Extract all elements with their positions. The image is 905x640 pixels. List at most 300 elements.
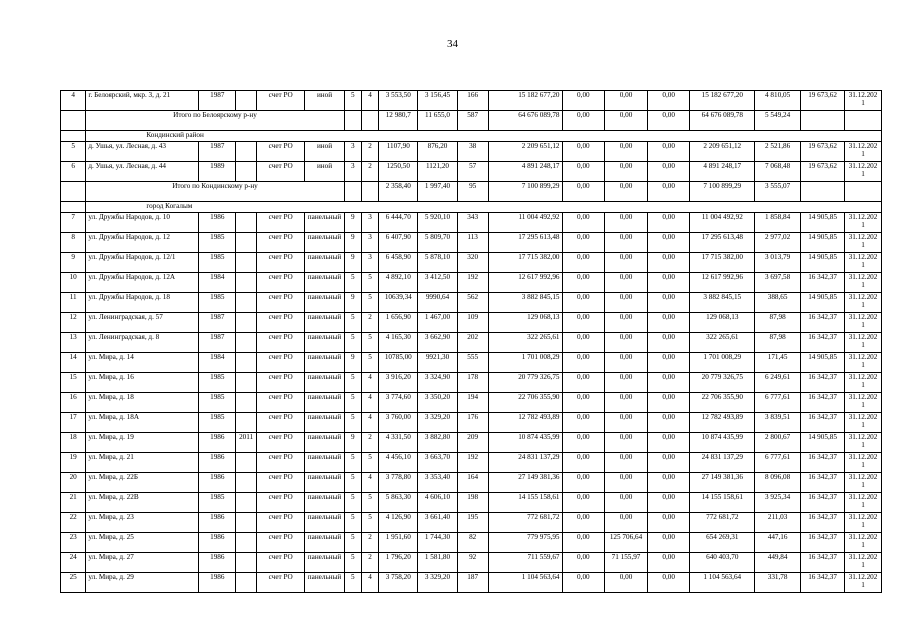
table-cell: 5 <box>344 573 361 593</box>
table-cell: счет РО <box>257 373 305 393</box>
table-cell: 1985 <box>199 493 236 513</box>
table-cell: 0,00 <box>647 182 690 202</box>
table-cell: 322 265,61 <box>690 333 755 353</box>
table-cell: 3 <box>361 213 378 233</box>
table-cell: ул. Мира, д. 23 <box>86 513 199 533</box>
table-cell: 31.12.2021 <box>844 333 881 353</box>
table-cell <box>236 333 257 353</box>
table-cell: 38 <box>457 142 488 162</box>
table-cell <box>236 162 257 182</box>
table-cell: 0,00 <box>605 213 648 233</box>
table-cell: панельный <box>305 313 344 333</box>
table-cell: счет РО <box>257 353 305 373</box>
table-cell: 10639,34 <box>379 293 418 313</box>
table-cell: 202 <box>457 333 488 353</box>
table-cell: 12 <box>61 313 86 333</box>
table-cell: 10785,00 <box>379 353 418 373</box>
table-cell: 195 <box>457 513 488 533</box>
table-cell: 31.12.2021 <box>844 393 881 413</box>
section-row <box>61 202 882 213</box>
table-cell: 1250,50 <box>379 162 418 182</box>
table-cell <box>236 293 257 313</box>
table-cell: 16 342,37 <box>801 553 845 573</box>
table-cell: ул. Дружбы Народов, д. 12/1 <box>86 253 199 273</box>
table-cell: счет РО <box>257 513 305 533</box>
table-cell: 17 295 613,48 <box>690 233 755 253</box>
table-cell: 1986 <box>199 453 236 473</box>
table-cell: 129 068,13 <box>690 313 755 333</box>
table-cell <box>236 533 257 553</box>
table-cell: 0,00 <box>562 162 605 182</box>
table-row <box>61 513 882 533</box>
table-cell: 2011 <box>236 433 257 453</box>
table-cell: 3 916,20 <box>379 373 418 393</box>
table-cell: 31.12.2021 <box>844 413 881 433</box>
table-cell: 0,00 <box>562 142 605 162</box>
table-cell <box>236 142 257 162</box>
table-cell: 3 662,90 <box>418 333 457 353</box>
table-cell: 12 782 493,89 <box>690 413 755 433</box>
table-cell: 19 673,62 <box>801 91 845 111</box>
table-cell: ул. Дружбы Народов, д. 10 <box>86 213 199 233</box>
table-cell: ул. Мира, д. 29 <box>86 573 199 593</box>
table-cell: 3 <box>361 233 378 253</box>
table-cell: 3 329,20 <box>418 413 457 433</box>
table-cell: ул. Дружбы Народов, д. 12 <box>86 233 199 253</box>
table-cell: 0,00 <box>647 273 690 293</box>
table-cell <box>344 182 361 202</box>
table-cell: 9990,64 <box>418 293 457 313</box>
table-cell <box>236 91 257 111</box>
table-cell: 15 182 677,20 <box>488 91 562 111</box>
table-row <box>61 453 882 473</box>
table-cell: 1985 <box>199 373 236 393</box>
table-cell: счет РО <box>257 213 305 233</box>
table-cell: ул. Мира, д. 19 <box>86 433 199 453</box>
table-cell: 0,00 <box>605 253 648 273</box>
table-cell: 0,00 <box>562 253 605 273</box>
table-cell: 0,00 <box>562 273 605 293</box>
table-row <box>61 433 882 453</box>
table-cell: ул. Мира, д. 22Б <box>86 473 199 493</box>
table-cell: 5 <box>361 513 378 533</box>
table-cell: 3 774,60 <box>379 393 418 413</box>
table-row <box>61 142 882 162</box>
table-cell: 4 891 248,17 <box>690 162 755 182</box>
table-cell: 9 <box>344 353 361 373</box>
table-cell: 12 782 493,89 <box>488 413 562 433</box>
table-cell: 25 <box>61 573 86 593</box>
table-row <box>61 91 882 111</box>
table-cell: 4 <box>361 373 378 393</box>
table-cell: 1 997,40 <box>418 182 457 202</box>
table-cell: 3 324,90 <box>418 373 457 393</box>
table-cell: 1985 <box>199 293 236 313</box>
table-cell: г. Белоярский, мкр. 3, д. 21 <box>86 91 199 111</box>
table-cell: 0,00 <box>647 353 690 373</box>
table-cell: 2 <box>361 313 378 333</box>
table-cell: 3 555,07 <box>755 182 801 202</box>
table-cell: 2 209 651,12 <box>690 142 755 162</box>
section-label: Кондинский район <box>86 131 882 142</box>
table-cell: 23 <box>61 533 86 553</box>
table-cell: 12 617 992,96 <box>488 273 562 293</box>
table-cell: 5 <box>361 273 378 293</box>
table-cell <box>844 182 881 202</box>
table-cell: 16 342,37 <box>801 533 845 553</box>
table-cell: 587 <box>457 111 488 131</box>
table-cell: 1986 <box>199 433 236 453</box>
table-cell: 6 458,90 <box>379 253 418 273</box>
table-cell: 1 104 563,64 <box>488 573 562 593</box>
table-cell: 17 715 382,00 <box>488 253 562 273</box>
total-label: Итого по Белоярскому р-ну <box>86 111 344 131</box>
table-cell: иной <box>305 162 344 182</box>
table-cell: 2 358,40 <box>379 182 418 202</box>
table-row <box>61 553 882 573</box>
table-cell: 5 <box>361 293 378 313</box>
table-cell: 4 126,90 <box>379 513 418 533</box>
table-cell: 5 809,70 <box>418 233 457 253</box>
table-cell: счет РО <box>257 91 305 111</box>
table-cell: 0,00 <box>605 91 648 111</box>
table-cell: 87,98 <box>755 313 801 333</box>
table-cell: 3 <box>361 253 378 273</box>
table-cell: 0,00 <box>562 313 605 333</box>
page-number: 34 <box>447 38 458 50</box>
table-cell: 1986 <box>199 573 236 593</box>
table-cell: панельный <box>305 573 344 593</box>
table-cell: 31.12.2021 <box>844 453 881 473</box>
table-cell: 2 977,02 <box>755 233 801 253</box>
table-cell: 82 <box>457 533 488 553</box>
table-cell: 7 <box>61 213 86 233</box>
table-cell: 209 <box>457 433 488 453</box>
table-cell: 194 <box>457 393 488 413</box>
table-cell: 16 342,37 <box>801 393 845 413</box>
table-cell: 0,00 <box>605 513 648 533</box>
table-row <box>61 573 882 593</box>
table-cell: 3 882 845,15 <box>488 293 562 313</box>
table-cell: 5 <box>344 453 361 473</box>
table-cell: 0,00 <box>647 553 690 573</box>
table-cell: панельный <box>305 533 344 553</box>
table-cell: 14 155 158,61 <box>690 493 755 513</box>
table-row <box>61 213 882 233</box>
table-cell: 2 <box>361 162 378 182</box>
table-cell: 15 182 677,20 <box>690 91 755 111</box>
table-row <box>61 313 882 333</box>
table-cell: 0,00 <box>647 313 690 333</box>
table-cell: 7 100 899,29 <box>690 182 755 202</box>
table-cell: панельный <box>305 553 344 573</box>
table-cell: 1107,90 <box>379 142 418 162</box>
table-cell: 0,00 <box>605 313 648 333</box>
table-cell: 1984 <box>199 353 236 373</box>
table-cell: 1 104 563,64 <box>690 573 755 593</box>
table-cell: 320 <box>457 253 488 273</box>
table-cell: панельный <box>305 233 344 253</box>
table-cell: 16 342,37 <box>801 573 845 593</box>
table-cell: 0,00 <box>562 91 605 111</box>
table-cell: 0,00 <box>562 453 605 473</box>
table-cell: 0,00 <box>605 393 648 413</box>
table-cell: 3 882 845,15 <box>690 293 755 313</box>
table-cell: 1 656,90 <box>379 313 418 333</box>
table-cell: 0,00 <box>647 91 690 111</box>
section-row <box>61 131 882 142</box>
table-cell: 1984 <box>199 273 236 293</box>
table-cell: 4 <box>361 573 378 593</box>
table-cell: 3 412,50 <box>418 273 457 293</box>
table-cell: д. Ушья, ул. Лесная, д. 44 <box>86 162 199 182</box>
table-cell: 11 004 492,92 <box>488 213 562 233</box>
table-cell: 19 673,62 <box>801 142 845 162</box>
table-cell: 1986 <box>199 213 236 233</box>
table-cell: 5 <box>344 553 361 573</box>
table-cell: 0,00 <box>647 533 690 553</box>
table-cell: 1987 <box>199 313 236 333</box>
table-cell: 0,00 <box>605 353 648 373</box>
table-cell: 57 <box>457 162 488 182</box>
table-cell: 0,00 <box>562 493 605 513</box>
table-cell: счет РО <box>257 393 305 413</box>
table-cell: 0,00 <box>647 393 690 413</box>
table-cell: 14 905,85 <box>801 293 845 313</box>
table-row <box>61 413 882 433</box>
table-cell: 16 342,37 <box>801 453 845 473</box>
table-row <box>61 253 882 273</box>
table-cell: 1987 <box>199 91 236 111</box>
table-cell: 5 920,10 <box>418 213 457 233</box>
table-cell: 4 <box>361 473 378 493</box>
table-cell: 1987 <box>199 142 236 162</box>
table-cell: 0,00 <box>605 293 648 313</box>
table-cell: 388,65 <box>755 293 801 313</box>
table-cell <box>236 273 257 293</box>
table-cell: 0,00 <box>647 162 690 182</box>
table-cell: 1986 <box>199 553 236 573</box>
table-cell: 31.12.2021 <box>844 533 881 553</box>
table-cell <box>236 453 257 473</box>
table-cell: 2 <box>361 142 378 162</box>
table-cell: 711 559,67 <box>488 553 562 573</box>
table-cell: 4 606,10 <box>418 493 457 513</box>
table-cell: 1989 <box>199 162 236 182</box>
table-cell: 13 <box>61 333 86 353</box>
table-cell: ул. Мира, д. 25 <box>86 533 199 553</box>
table-cell: 1 796,20 <box>379 553 418 573</box>
table-cell: 0,00 <box>605 473 648 493</box>
table-cell: 772 681,72 <box>488 513 562 533</box>
table-cell: 0,00 <box>647 253 690 273</box>
table-cell: панельный <box>305 493 344 513</box>
table-cell: ул. Ленинградская, д. 57 <box>86 313 199 333</box>
table-cell: панельный <box>305 353 344 373</box>
table-cell: ул. Ленинградская, д. 8 <box>86 333 199 353</box>
table-cell: 6 <box>61 162 86 182</box>
table-cell <box>236 253 257 273</box>
table-cell: 1 467,00 <box>418 313 457 333</box>
table-cell: 17 715 382,00 <box>690 253 755 273</box>
table-cell: счет РО <box>257 333 305 353</box>
table-cell: 1985 <box>199 253 236 273</box>
table-cell: 0,00 <box>605 333 648 353</box>
table-cell: 14 905,85 <box>801 213 845 233</box>
table-cell: 3 758,20 <box>379 573 418 593</box>
table-cell: 3 925,34 <box>755 493 801 513</box>
table-cell: 17 295 613,48 <box>488 233 562 253</box>
table-cell <box>344 111 361 131</box>
table-cell: 2 <box>361 553 378 573</box>
table-cell: 0,00 <box>562 413 605 433</box>
table-cell: 9921,30 <box>418 353 457 373</box>
table-cell <box>61 182 86 202</box>
table-cell: 5 <box>344 313 361 333</box>
table-cell: 0,00 <box>562 182 605 202</box>
table-cell: 24 <box>61 553 86 573</box>
table-cell: 27 149 381,36 <box>488 473 562 493</box>
table-cell: 64 676 089,78 <box>488 111 562 131</box>
table-cell: 0,00 <box>605 162 648 182</box>
table-cell: 0,00 <box>605 182 648 202</box>
table-cell: счет РО <box>257 493 305 513</box>
table-cell: 113 <box>457 233 488 253</box>
table-cell: 0,00 <box>647 213 690 233</box>
table-cell: 16 342,37 <box>801 333 845 353</box>
table-cell: панельный <box>305 513 344 533</box>
table-cell: 1 858,84 <box>755 213 801 233</box>
table-cell: ул. Мира, д. 14 <box>86 353 199 373</box>
table-cell: 6 407,90 <box>379 233 418 253</box>
table-cell: 4 456,10 <box>379 453 418 473</box>
table-cell: 640 403,70 <box>690 553 755 573</box>
table-cell: 176 <box>457 413 488 433</box>
table-cell: 10 874 435,99 <box>690 433 755 453</box>
table-cell: 5 878,10 <box>418 253 457 273</box>
table-cell: 0,00 <box>605 453 648 473</box>
table-cell: 772 681,72 <box>690 513 755 533</box>
table-cell: 15 <box>61 373 86 393</box>
table-cell: 5 <box>344 91 361 111</box>
table-cell: счет РО <box>257 533 305 553</box>
table-cell: 0,00 <box>605 413 648 433</box>
table-cell: 10 <box>61 273 86 293</box>
table-cell <box>236 353 257 373</box>
table-cell: 343 <box>457 213 488 233</box>
table-cell: 20 779 326,75 <box>488 373 562 393</box>
table-cell: 14 905,85 <box>801 353 845 373</box>
table-cell: 14 905,85 <box>801 433 845 453</box>
table-cell: 31.12.2021 <box>844 273 881 293</box>
table-cell: 109 <box>457 313 488 333</box>
table-cell: 0,00 <box>647 413 690 433</box>
table-cell <box>61 202 86 213</box>
table-cell: 0,00 <box>562 473 605 493</box>
table-cell: 7 100 899,29 <box>488 182 562 202</box>
table-cell: 129 068,13 <box>488 313 562 333</box>
table-cell: 20 779 326,75 <box>690 373 755 393</box>
table-cell: 0,00 <box>647 473 690 493</box>
table-cell: 5 <box>344 513 361 533</box>
table-cell: 178 <box>457 373 488 393</box>
table-cell: 0,00 <box>562 373 605 393</box>
table-cell: 0,00 <box>647 233 690 253</box>
table-cell: панельный <box>305 413 344 433</box>
table-cell: 0,00 <box>647 513 690 533</box>
table-cell: 16 342,37 <box>801 493 845 513</box>
table-cell: 876,20 <box>418 142 457 162</box>
table-cell: 0,00 <box>647 142 690 162</box>
table-cell: панельный <box>305 213 344 233</box>
table-cell: 3 553,50 <box>379 91 418 111</box>
table-cell: 1985 <box>199 393 236 413</box>
table-cell: 5 <box>361 353 378 373</box>
section-label: город Когалым <box>86 202 882 213</box>
table-cell: 4 <box>361 413 378 433</box>
table-cell: 1 744,30 <box>418 533 457 553</box>
table-cell: 9 <box>344 433 361 453</box>
table-cell: счет РО <box>257 313 305 333</box>
table-cell: 3 760,00 <box>379 413 418 433</box>
table-cell: 2 521,86 <box>755 142 801 162</box>
table-cell: 0,00 <box>647 573 690 593</box>
table-cell: 3 353,40 <box>418 473 457 493</box>
table-cell: 2 800,67 <box>755 433 801 453</box>
table-cell: счет РО <box>257 162 305 182</box>
table-row <box>61 533 882 553</box>
table-cell: 0,00 <box>647 493 690 513</box>
table-cell: 9 <box>344 293 361 313</box>
table-cell: счет РО <box>257 273 305 293</box>
table-cell: ул. Дружбы Народов, д. 12А <box>86 273 199 293</box>
table-cell: 16 342,37 <box>801 413 845 433</box>
table-cell: ул. Мира, д. 27 <box>86 553 199 573</box>
table-cell: 3 329,20 <box>418 573 457 593</box>
table-cell: 3 156,45 <box>418 91 457 111</box>
table-row <box>61 233 882 253</box>
table-cell <box>236 373 257 393</box>
table-cell: 4 165,30 <box>379 333 418 353</box>
table-cell: 1 951,60 <box>379 533 418 553</box>
table-cell: 5 <box>344 393 361 413</box>
table-cell: 0,00 <box>562 433 605 453</box>
table-cell: иной <box>305 91 344 111</box>
table-cell: 1986 <box>199 473 236 493</box>
table-cell <box>801 111 845 131</box>
table-cell: 166 <box>457 91 488 111</box>
table-cell: 1121,20 <box>418 162 457 182</box>
table-cell: 16 <box>61 393 86 413</box>
table-cell: 0,00 <box>647 333 690 353</box>
table-cell: счет РО <box>257 573 305 593</box>
table-cell: 92 <box>457 553 488 573</box>
table-cell: 3 839,51 <box>755 413 801 433</box>
table-cell: 7 068,48 <box>755 162 801 182</box>
table-cell: 19 673,62 <box>801 162 845 182</box>
table-cell: 1 701 008,29 <box>690 353 755 373</box>
table-cell: счет РО <box>257 142 305 162</box>
table-cell: 0,00 <box>647 111 690 131</box>
table-cell: 164 <box>457 473 488 493</box>
table-cell: счет РО <box>257 453 305 473</box>
table-cell <box>236 233 257 253</box>
table-cell: 27 149 381,36 <box>690 473 755 493</box>
table-cell: 1985 <box>199 233 236 253</box>
table-cell: счет РО <box>257 293 305 313</box>
table-cell: 0,00 <box>647 453 690 473</box>
table-cell: 0,00 <box>562 353 605 373</box>
